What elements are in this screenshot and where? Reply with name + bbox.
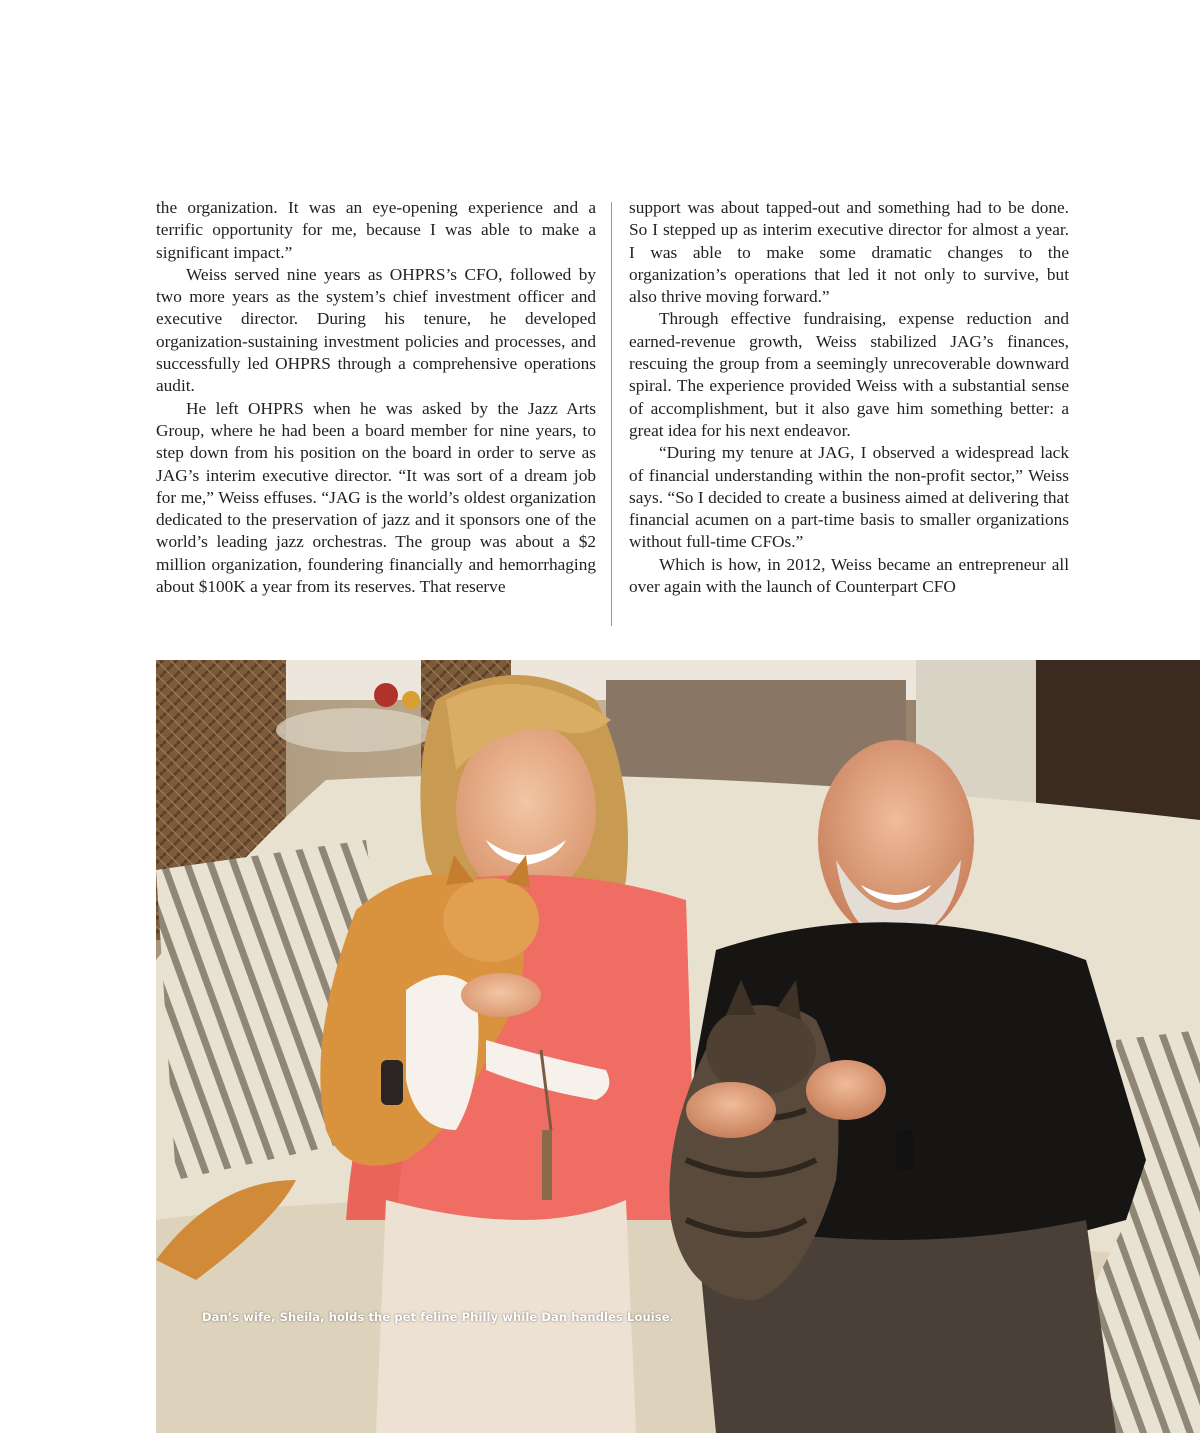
couple-with-cats-photo: [156, 660, 1200, 1433]
column-divider: [611, 202, 612, 626]
photo-caption: Dan’s wife, Sheila, holds the pet feline Philly while Dan handles Louise.: [202, 1310, 675, 1324]
paragraph: Weiss served nine years as OHPRS’s CFO, followed by two more years as the system’s chief investment officer and executive director. During his tenure, he developed organization-sustaining investment policies and processes, and successfully led OHPRS through a comprehensive operations audit.: [156, 264, 596, 396]
article-right-column: [629, 197, 1069, 598]
paragraph: “During my tenure at JAG, I observed a widespread lack of financial understanding within the non-profit sector,” Weiss says. “So I decided to create a business aimed at delivering that financial acumen on a part-time basis to smaller organizations without full-time CFOs.”: [629, 443, 1069, 552]
paragraph: Which is how, in 2012, Weiss became an entrepreneur all over again with the launch of Counterpart CFO: [629, 554, 1069, 597]
article-left-column: [156, 197, 596, 598]
paragraph: He left OHPRS when he was asked by the Jazz Arts Group, where he had been a board member for nine years, to step down from his position on the board in order to serve as JAG’s interim executive director. “It was sort of a dream job for me,” Weiss effuses. “JAG is the world’s oldest organization dedicated to the preservation of jazz and it sponsors one of the world’s leading jazz orchestras. The group was about a $2 million organization, foundering financially and hemorrhaging about $100K a year from its reserves. That reserve: [156, 398, 596, 597]
paragraph: Through effective fundraising, expense reduction and earned-revenue growth, Weiss stabilized JAG’s finances, rescuing the group from a seemingly unrecoverable downward spiral. The experience provided Weiss with a substantial sense of accomplishment, but it also gave him something better: a great idea for his next endeavor.: [629, 309, 1069, 440]
paragraph: the organization. It was an eye-opening experience and a terrific opportunity for me, because I was able to make a significant impact.”: [156, 198, 596, 262]
paragraph: support was about tapped-out and something had to be done. So I stepped up as interim executive director for almost a year. I was able to make some dramatic changes to the organization’s operations that led it not only to survive, but also thrive moving forward.”: [629, 198, 1069, 307]
